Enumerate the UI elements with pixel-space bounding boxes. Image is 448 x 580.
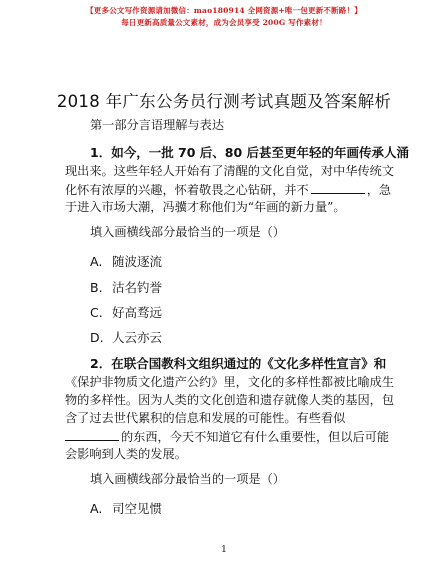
promo-banner-line-2: 每日更新高质量公文素材，成为会员享受 200G 写作素材！ [121, 18, 327, 27]
q2-prompt: 填入画横线部分最恰当的一项是（） [90, 472, 285, 486]
q2-line-6: 会影响到人类的发展。 [65, 447, 187, 461]
q2-line-2: 《保护非物质文化遗产公约》里，文化的多样性都被比喻成生 [65, 375, 395, 389]
q1-option-d: D. 人云亦云 [90, 330, 163, 345]
q1-line-3-tail: ，急 [366, 183, 392, 197]
q1-option-b: B. 沽名钓誉 [90, 280, 163, 295]
q1-option-a: A. 随波逐流 [90, 254, 163, 269]
q1-line-3-text: 化怀有浓厚的兴趣，怀着敬畏之心钻研，并不 [65, 183, 309, 197]
q1-prompt: 填入画横线部分最恰当的一项是（） [90, 225, 285, 239]
promo-banner-line-1: 【更多公文写作资源请加微信：mao180914 全网资源+唯一包更新不断路！】 [86, 6, 362, 15]
q1-lead-line: 1．如今，一批 70 后、80 后甚至更年轻的年画传承人涌 [90, 145, 410, 160]
q2-line-3: 物的多样性。因为人类的文化创造和遗存就像人类的基因，包 [65, 393, 395, 407]
document-title: 2018 年广东公务员行测考试真题及答案解析 [56, 92, 392, 111]
q2-option-a: A. 司空见惯 [90, 501, 163, 516]
section-heading: 第一部分言语理解与表达 [90, 118, 225, 132]
q1-line-2: 现出来。这些年轻人开始有了清醒的文化自觉，对中华传统文 [65, 164, 395, 178]
q1-line-4: 于进入市场大潮，冯骥才称他们为“年画的新力量”。 [65, 200, 346, 214]
q2-lead-line: 2．在联合国教科文组织通过的《文化多样性宣言》和 [90, 356, 387, 371]
q2-blank [65, 428, 119, 441]
q1-option-c: C. 好高骛远 [90, 305, 163, 320]
page-number: 1 [221, 545, 227, 555]
q2-line-4: 含了过去世代累积的信息和发展的可能性。有些看似 [65, 411, 346, 425]
q2-line-5-text: 的东西，今天不知道它有什么重要性，但以后可能 [121, 430, 390, 444]
q2-line-5 [65, 428, 389, 445]
q1-line-3 [65, 181, 391, 198]
q1-blank [311, 181, 365, 194]
